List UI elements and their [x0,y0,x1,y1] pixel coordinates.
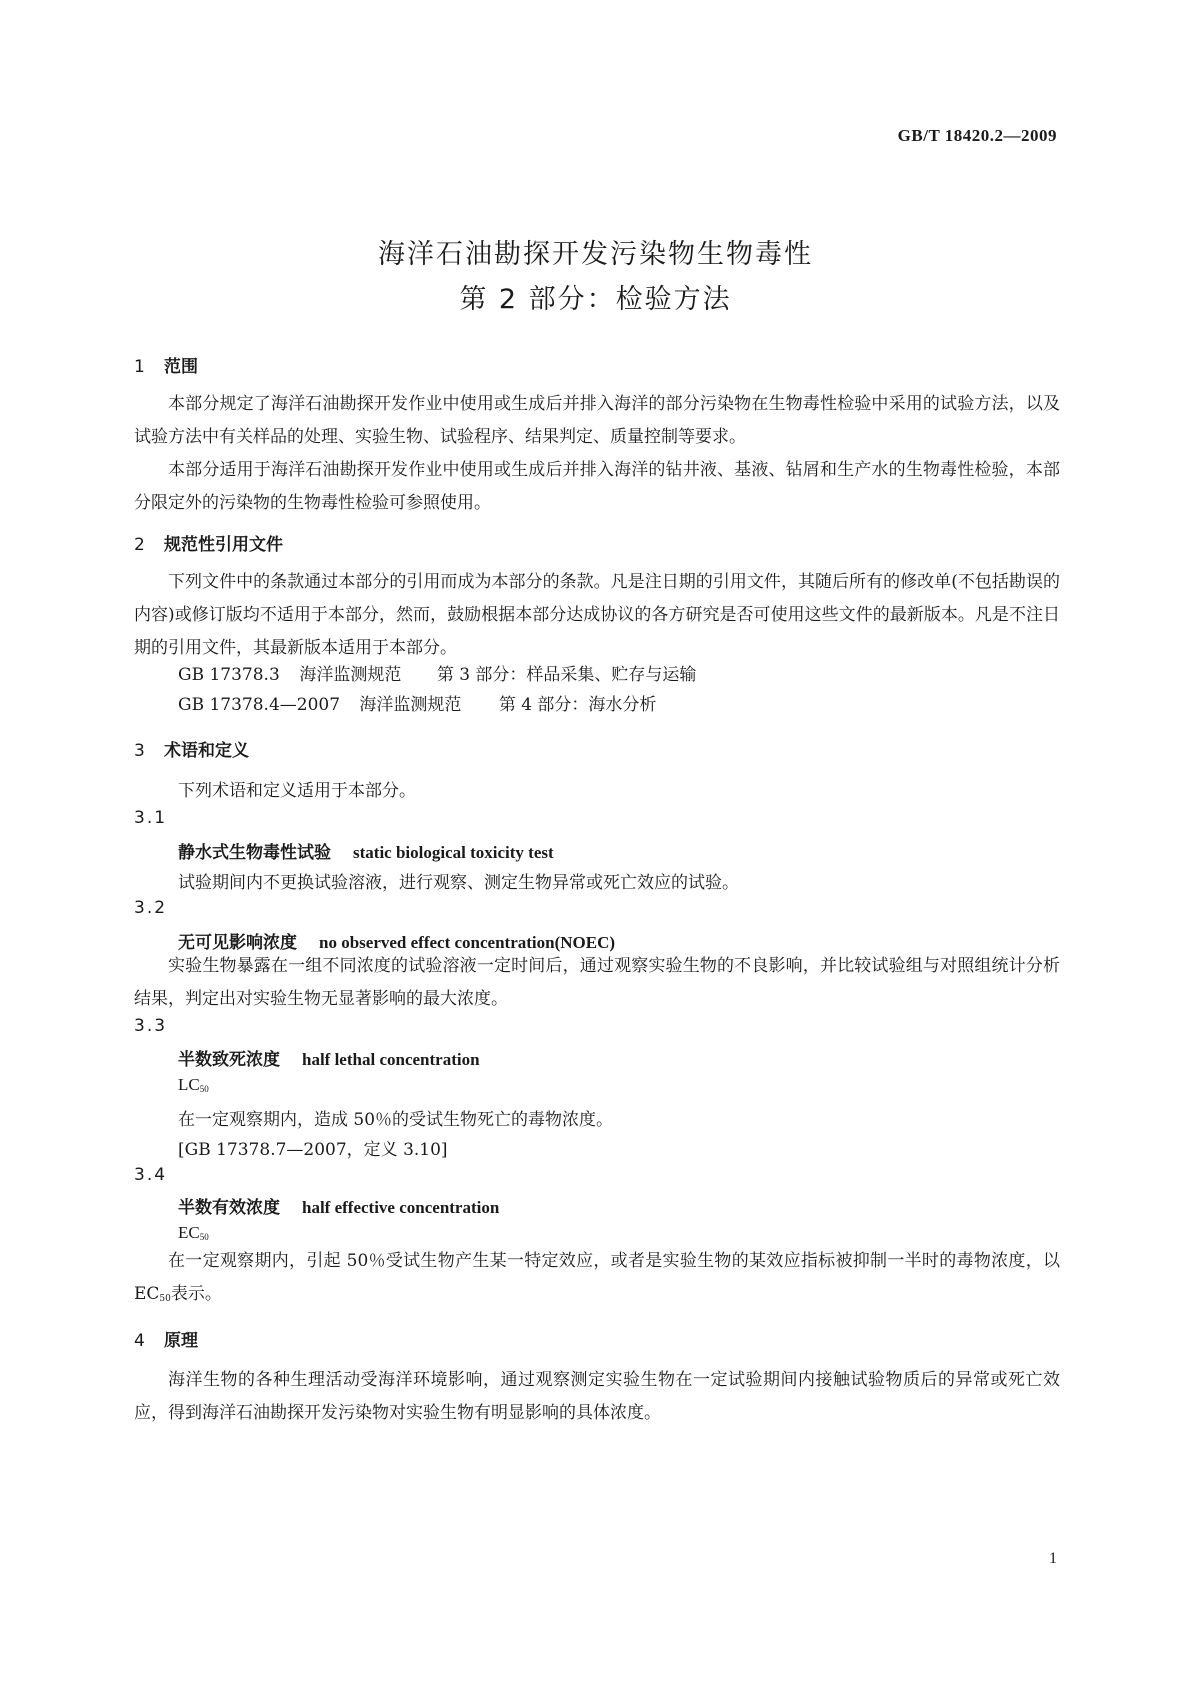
term-entry [178,1193,499,1218]
section-3-intro: 下列术语和定义适用于本部分。 [178,781,416,801]
section-number: 2 [134,535,145,555]
section-1-paragraph-1: 本部分规定了海洋石油勘探开发作业中使用或生成后并排入海洋的部分污染物在生物毒性检验中采用的试验方法，以及试验方法中有关样品的处理、实验生物、试验程序、结果判定、质量控制等要求。 [134,394,1060,447]
section-title: 术语和定义 [164,741,249,761]
section-4-paragraph-1: 海洋生物的各种生理活动受海洋环境影响，通过观察测定实验生物在一定试验期间内接触试验物质后的异常或死亡效应，得到海洋石油勘探开发污染物对实验生物有明显影响的具体浓度。 [134,1370,1060,1423]
section-2-paragraph-1: 下列文件中的条款通过本部分的引用而成为本部分的条款。凡是注日期的引用文件，其随后所有的修改单(不包括勘误的内容)或修订版均不适用于本部分，然而，鼓励根据本部分达成协议的各方研究是否可使用这些文件的最新版本。凡是不注日期的引用文件，其最新版本适用于本部分。 [134,572,1060,658]
term-chinese: 静水式生物毒性试验 [178,843,331,863]
document-subtitle: 第 2 部分：检验方法 [459,284,732,315]
definition-text: 在一定观察期内，引起 50％受试生物产生某一特定效应，或者是实验生物的某效应指标被抑制一半时的毒物浓度，以 EC [134,1251,1060,1304]
term-entry [178,838,554,863]
term-english: no observed effect concentration(NOEC) [319,933,616,952]
section-number: 3 [134,741,145,761]
term-chinese: 半数致死浓度 [178,1050,280,1070]
reference-title: 海洋监测规范 [359,695,462,715]
section-title: 规范性引用文件 [164,535,283,555]
term-symbol [178,1075,209,1095]
term-definition: 实验生物暴露在一组不同浓度的试验溶液一定时间后，通过观察实验生物的不良影响，并比较试验组与对照组统计分析结果，判定出对实验生物无显著影响的最大浓度。 [134,956,1060,1009]
section-3-heading [134,736,249,761]
symbol-subscript: 50 [199,1232,209,1242]
page-number: 1 [1049,1550,1057,1567]
reference-code: GB 17378.4—2007 [178,695,341,715]
term-definition [134,1245,1060,1316]
symbol-subscript: 50 [199,1084,209,1094]
term-number: 3.2 [134,898,168,918]
reference-item [178,660,696,685]
standard-code: GB/T 18420.2—2009 [897,126,1057,145]
reference-part: 第 3 部分：样品采集、贮存与运输 [436,665,697,685]
term-number: 3.1 [134,808,168,828]
section-2-heading [134,530,283,555]
term-english: half lethal concentration [302,1050,480,1069]
term-entry [178,1045,480,1070]
term-english: static biological toxicity test [353,843,554,862]
reference-part: 第 4 部分：海水分析 [498,695,657,715]
term-chinese: 无可见影响浓度 [178,933,297,953]
reference-code: GB 17378.3 [178,665,280,685]
section-number: 1 [134,357,145,377]
symbol-base: LC [178,1075,200,1094]
reference-item [178,690,656,715]
term-definition: 在一定观察期内，造成 50％的受试生物死亡的毒物浓度。 [178,1110,614,1130]
term-symbol [178,1223,209,1243]
term-chinese: 半数有效浓度 [178,1198,280,1218]
reference-title: 海洋监测规范 [299,665,402,685]
definition-subscript: 50 [159,1294,171,1304]
section-title: 范围 [164,357,198,377]
term-number: 3.3 [134,1016,168,1036]
section-1-paragraph-2: 本部分适用于海洋石油勘探开发作业中使用或生成后并排入海洋的钻井液、基液、钻屑和生产水的生物毒性检验，本部分限定外的污染物的生物毒性检验可参照使用。 [134,460,1060,513]
section-4-heading [134,1326,198,1351]
term-number: 3.4 [134,1165,168,1185]
term-english: half effective concentration [302,1198,500,1217]
definition-text-end: 表示。 [170,1284,222,1304]
section-1-heading [134,352,198,377]
term-definition: 试验期间内不更换试验溶液，进行观察、测定生物异常或死亡效应的试验。 [178,873,739,893]
section-number: 4 [134,1331,145,1351]
term-source: [GB 17378.7—2007，定义 3.10] [178,1140,448,1160]
section-title: 原理 [164,1331,198,1351]
symbol-base: EC [178,1223,200,1242]
document-title: 海洋石油勘探开发污染物生物毒性 [378,239,813,270]
